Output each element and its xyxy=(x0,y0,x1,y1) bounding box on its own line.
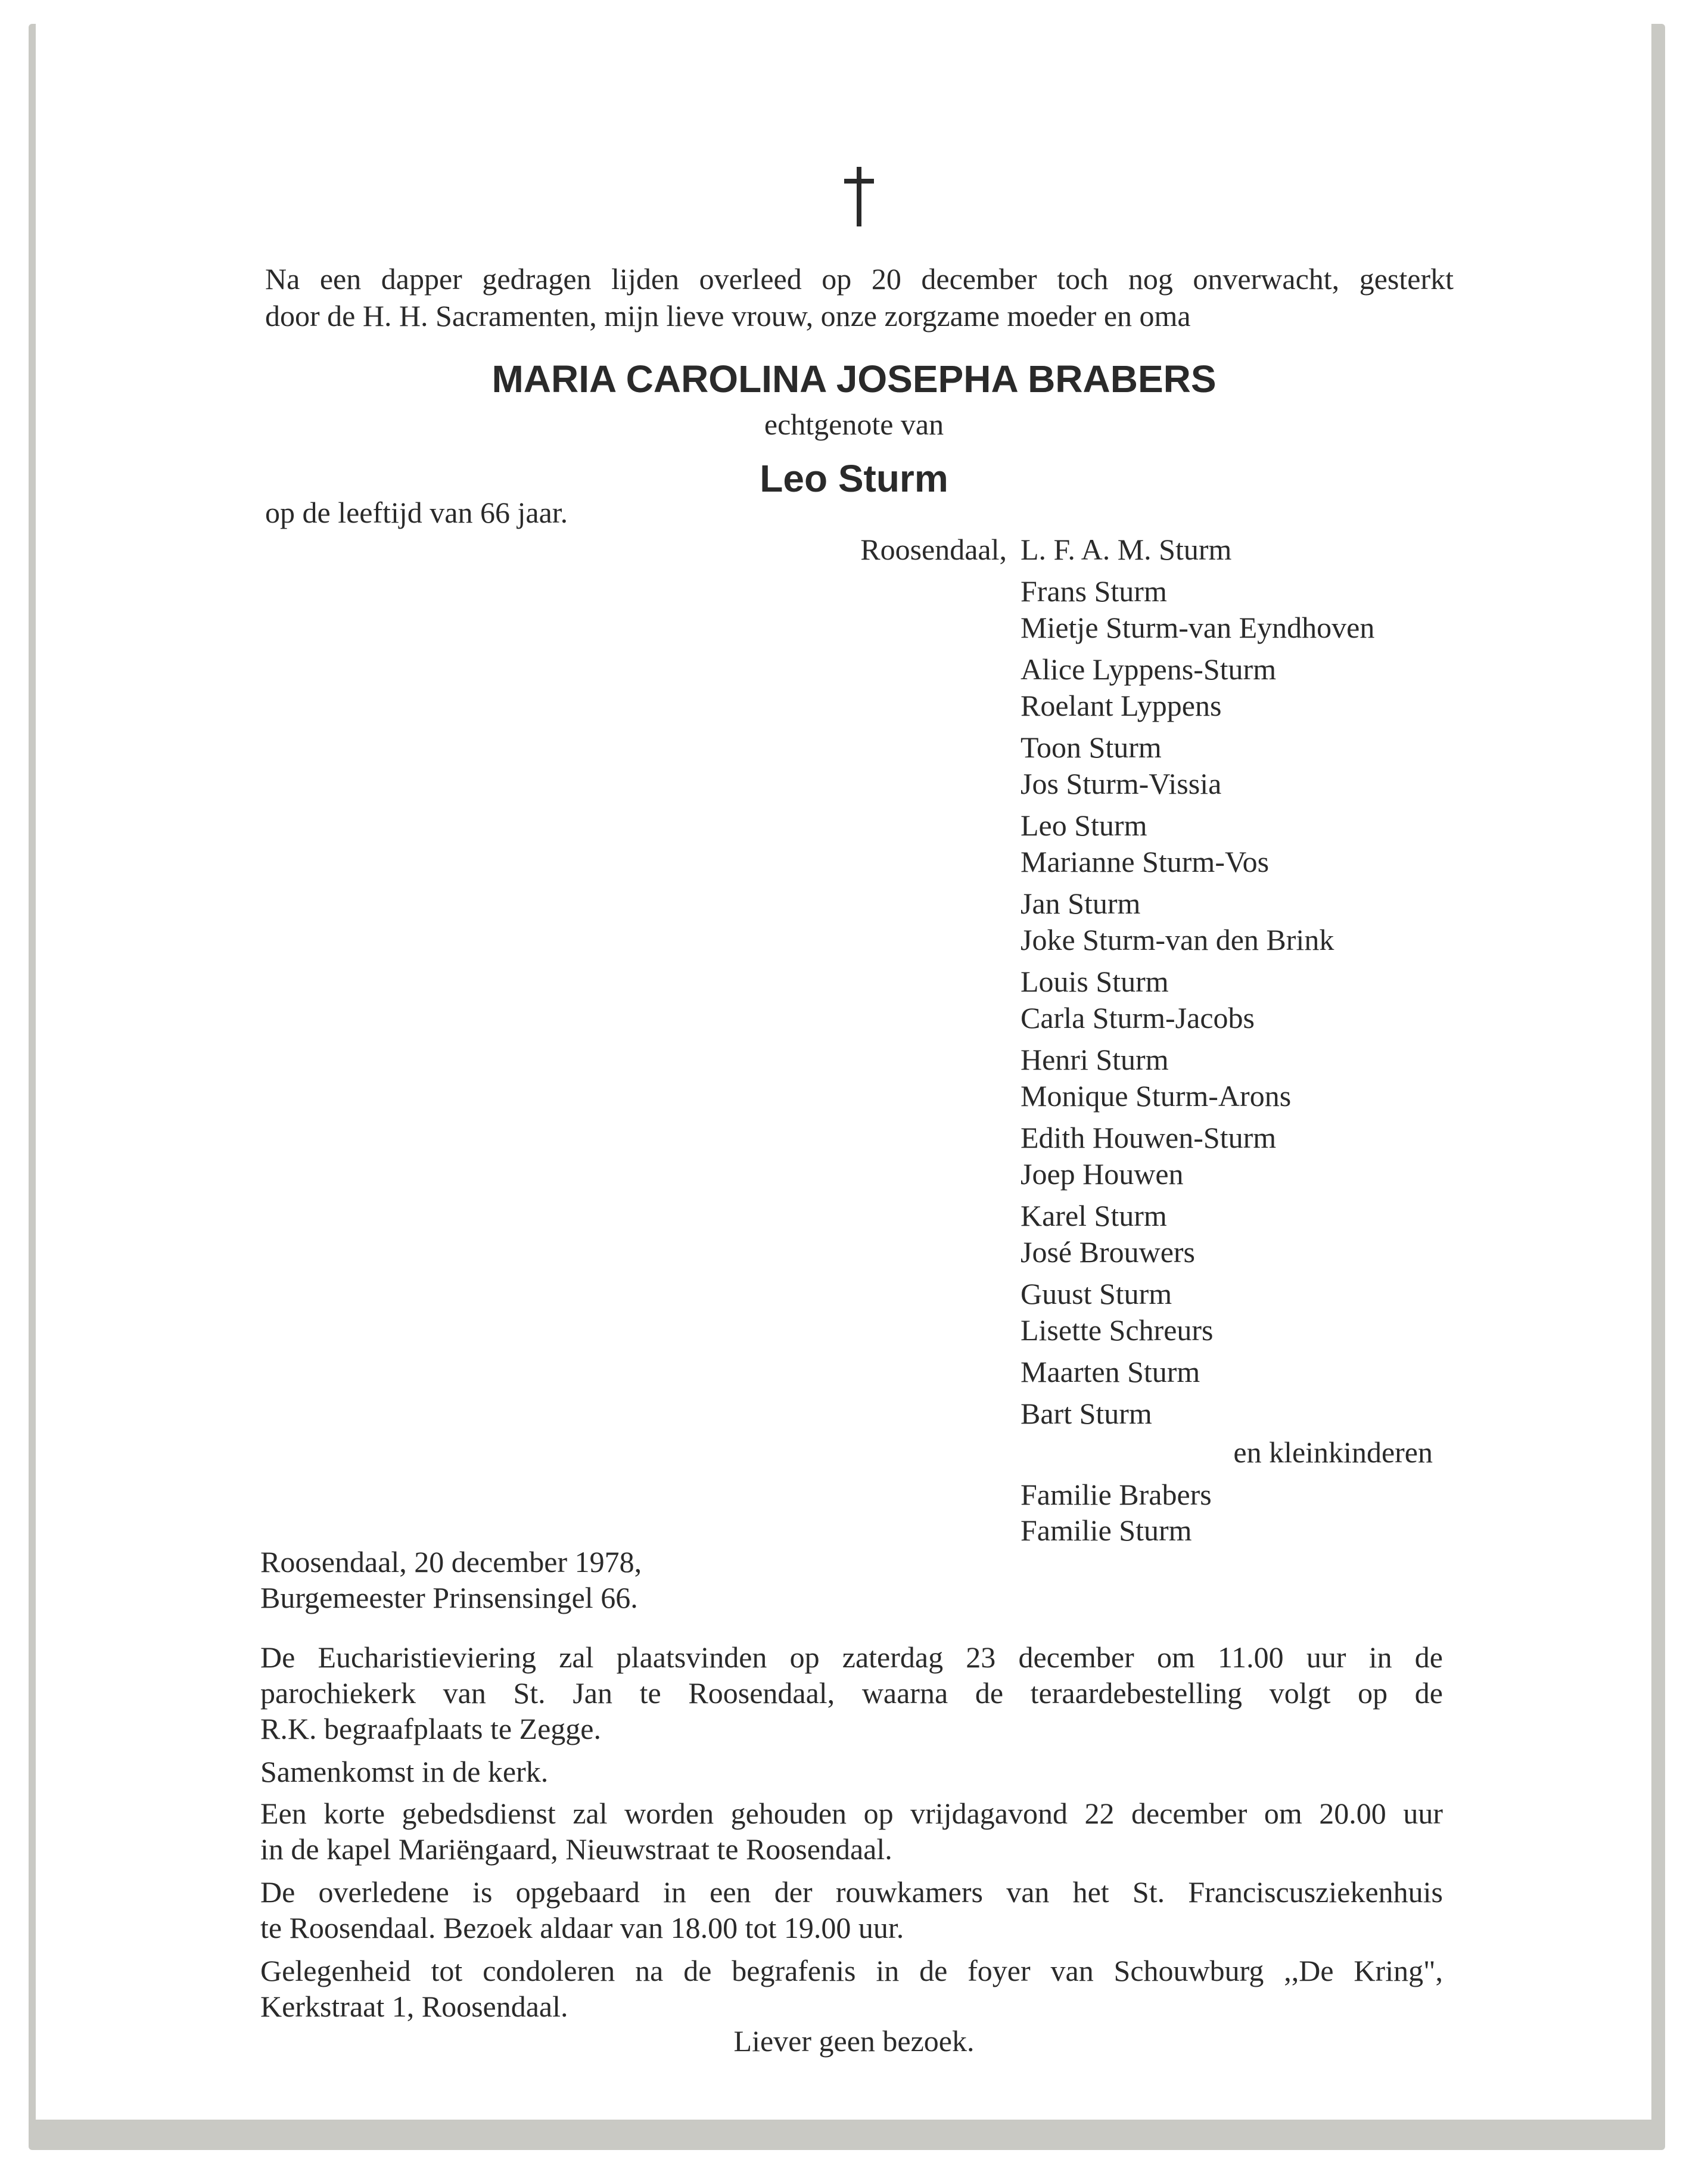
mass-line-2: parochiekerk van St. Jan te Roosendaal, waarna de teraardebestelling volgt op de xyxy=(260,1676,1443,1710)
viewing-line-2: te Roosendaal. Bezoek aldaar van 18.00 tot 19.00 uur. xyxy=(260,1911,904,1944)
prayer-line-1: Een korte gebedsdienst zal worden gehouden op vrijdagavond 22 december om 20.00 uur xyxy=(260,1797,1443,1830)
family-member: Karel Sturm xyxy=(1021,1199,1167,1232)
family-member: Guust Sturm xyxy=(1021,1277,1172,1310)
intro-line-2: door de H. H. Sacramenten, mijn lieve vrouw, onze zorgzame moeder en oma xyxy=(265,299,1191,333)
family-member: Joke Sturm-van den Brink xyxy=(1021,923,1334,956)
family-member: Edith Houwen-Sturm xyxy=(1021,1121,1277,1154)
family-member: Joep Houwen xyxy=(1021,1157,1184,1191)
family-member: Bart Sturm xyxy=(1021,1397,1152,1430)
age-line: op de leeftijd van 66 jaar. xyxy=(265,496,568,529)
condolences-line-1: Gelegenheid tot condoleren na de begrafenis in de foyer van Schouwburg ,,De Kring", xyxy=(260,1954,1443,1987)
family-member: Frans Sturm xyxy=(1021,574,1167,608)
family-member: Leo Sturm xyxy=(1021,809,1147,842)
family-member: José Brouwers xyxy=(1021,1235,1196,1269)
family-member: Henri Sturm xyxy=(1021,1043,1169,1076)
family-member: Jos Sturm-Vissia xyxy=(1021,767,1222,800)
cross-icon xyxy=(835,161,883,232)
family-member: Roelant Lyppens xyxy=(1021,689,1222,722)
family-brabers: Familie Brabers xyxy=(1021,1478,1212,1511)
family-member: Lisette Schreurs xyxy=(1021,1313,1214,1347)
family-member: L. F. A. M. Sturm xyxy=(1021,533,1232,566)
address-line-1: Roosendaal, 20 december 1978, xyxy=(260,1545,642,1579)
viewing-line-1: De overledene is opgebaard in een der rouwkamers van het St. Franciscusziekenhuis xyxy=(260,1875,1443,1909)
family-member: Marianne Sturm-Vos xyxy=(1021,845,1270,878)
spouse-prefix: echtgenote van xyxy=(764,408,944,441)
condolences-line-2: Kerkstraat 1, Roosendaal. xyxy=(260,1990,568,2023)
family-member: Monique Sturm-Arons xyxy=(1021,1079,1292,1113)
family-member: Carla Sturm-Jacobs xyxy=(1021,1001,1255,1034)
place-label: Roosendaal, xyxy=(860,533,1007,566)
deceased-name: MARIA CAROLINA JOSEPHA BRABERS xyxy=(491,358,1217,400)
intro-line-1: Na een dapper gedragen lijden overleed op 20 december toch nog onverwacht, gesterkt xyxy=(265,262,1454,296)
family-member: Alice Lyppens-Sturm xyxy=(1021,653,1277,686)
family-member: Mietje Sturm-van Eyndhoven xyxy=(1021,611,1375,644)
family-sturm: Familie Sturm xyxy=(1021,1514,1192,1547)
spouse-name: Leo Sturm xyxy=(760,457,948,500)
family-member: Maarten Sturm xyxy=(1021,1355,1200,1388)
family-member: Jan Sturm xyxy=(1021,887,1141,920)
grandchildren-line: en kleinkinderen xyxy=(1233,1436,1433,1469)
family-member: Toon Sturm xyxy=(1021,731,1162,764)
mass-line-3: R.K. begraafplaats te Zegge. xyxy=(260,1712,601,1745)
mass-line-1: De Eucharistieviering zal plaatsvinden op zaterdag 23 december om 11.00 uur in de xyxy=(260,1641,1443,1674)
family-member: Louis Sturm xyxy=(1021,965,1169,998)
closing-line: Liever geen bezoek. xyxy=(733,2024,975,2058)
prayer-line-2: in de kapel Mariëngaard, Nieuwstraat te Roosendaal. xyxy=(260,1832,892,1866)
gathering-line: Samenkomst in de kerk. xyxy=(260,1755,549,1788)
address-line-2: Burgemeester Prinsensingel 66. xyxy=(260,1581,638,1614)
